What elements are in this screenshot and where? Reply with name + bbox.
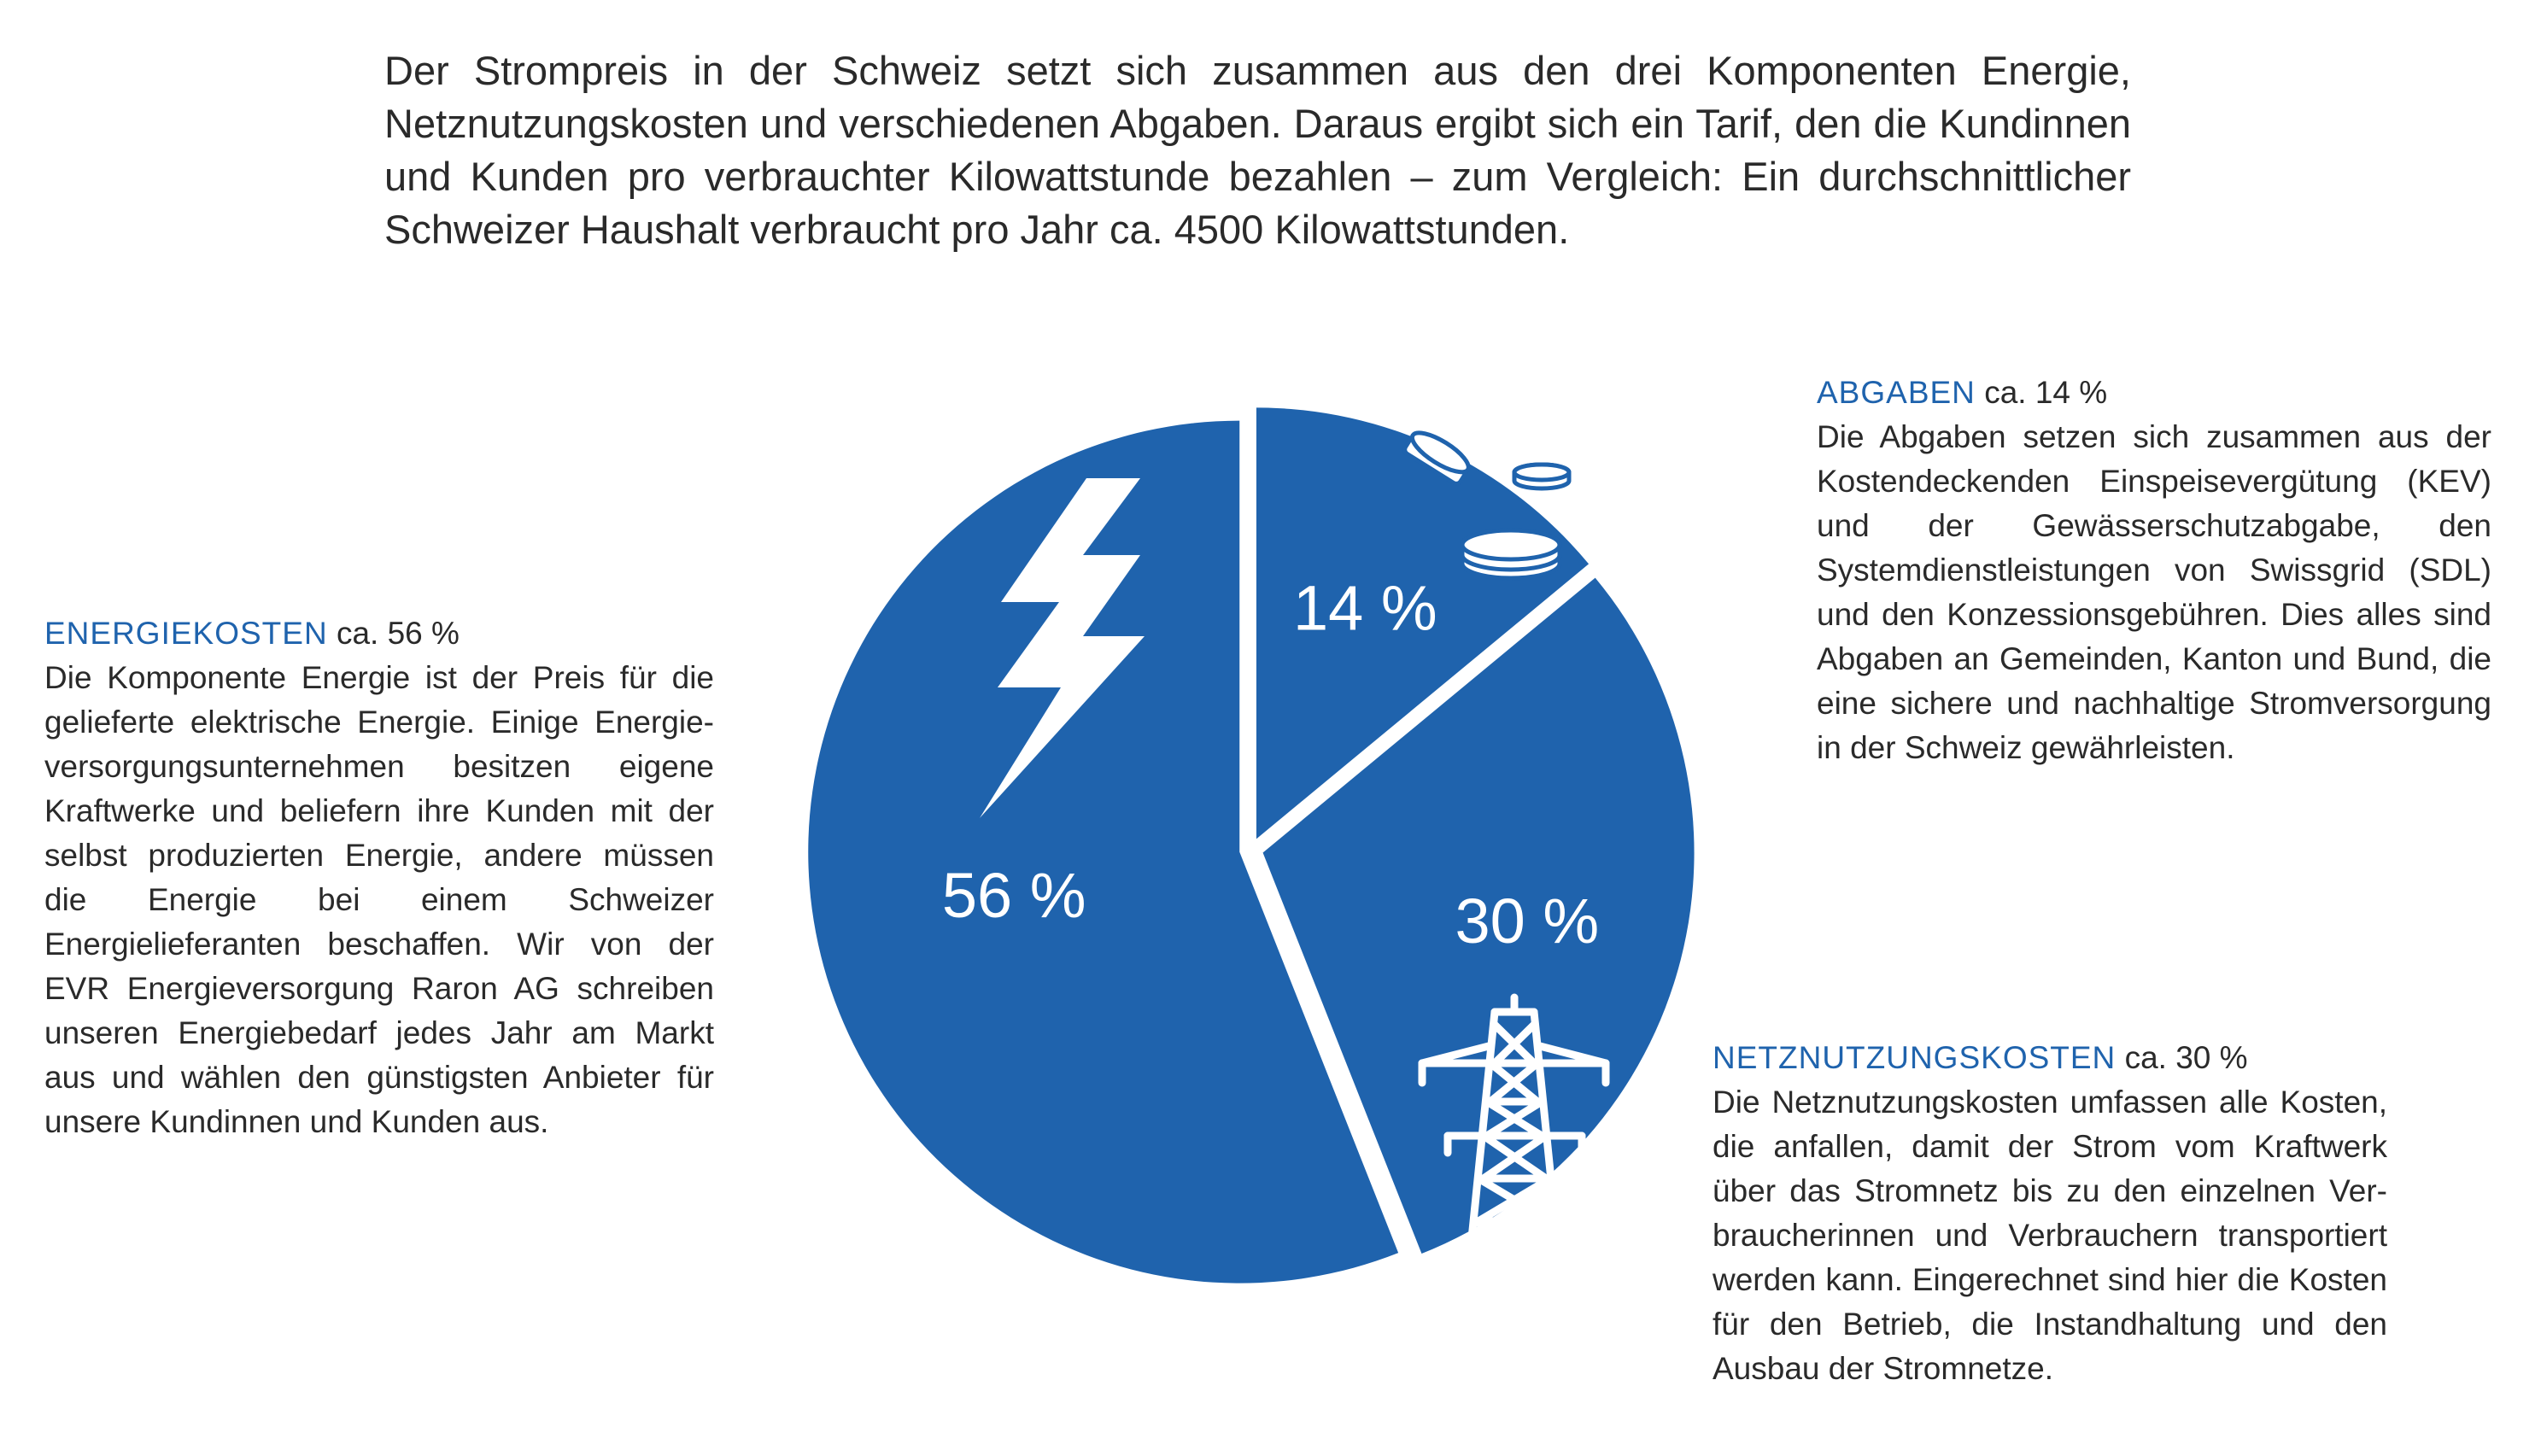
pie-slices <box>808 407 1694 1283</box>
abgaben-body: Die Abgaben setzen sich zusammen aus der Kostendeckenden Einspeisevergütung (KEV) und der Gewässerschutzabgabe, den Systemdienstleistungen von Swissgrid (SDL) und den Konzessionsgebühren. Dies alles sind Abgaben an Gemeinden, Kanton und Bund, die eine sichere und nachhaltige Stromversorgung in der Schweiz gewährleisten. <box>1817 419 2491 765</box>
pie-label-netznutzungskosten: 30 % <box>1455 885 1600 956</box>
energiekosten-share: ca. 56 % <box>336 616 460 651</box>
netznutzungskosten-body: Die Netznutzungskosten umfassen alle Kosten, die anfallen, damit der Strom vom Kraftwerk über das Stromnetz bis zu den einzelnen Verbraucherinnen und Verbrauchern transportiert werden kann. Eingerechnet sind hier die Kosten für den Betrieb, die Instandhaltung und den Ausbau der Stromnetze. <box>1713 1085 2387 1386</box>
abgaben-title: ABGABEN <box>1817 375 1976 410</box>
energiekosten-title: ENERGIEKOSTEN <box>44 616 328 651</box>
netznutzungskosten-title: NETZNUTZUNGSKOSTEN <box>1713 1040 2117 1075</box>
netznutzungskosten-share: ca. 30 % <box>2124 1040 2248 1075</box>
pie-label-energiekosten: 56 % <box>941 859 1086 931</box>
pie-label-abgaben: 14 % <box>1292 572 1437 644</box>
energiekosten-body: Die Komponente Energie ist der Preis für die gelieferte elektrische Energie. Einige Energieversorgungsunternehmen besitzen eigene Kraftwerke und beliefern ihre Kunden mit der selbst produzierten Energie, andere müssen die Energie bei einem Schweizer Energielieferanten beschaffen. Wir von der EVR Energieversorgung Raron AG schreiben unseren Energiebedarf jedes Jahr am Markt aus und wählen den günstigsten Anbieter für unsere Kundinnen und Kunden aus. <box>44 660 714 1139</box>
intro-text: Der Strompreis in der Schweiz setzt sich zusammen aus den drei Komponenten Energie, Netznutzungskosten und verschiedenen Abgaben. Daraus ergibt sich ein Tarif, den die Kundinnen und Kunden pro verbrauchter Kilowattstunde bezahlen – zum Vergleich: Ein durchschnittlicher Schweizer Haushalt verbraucht pro Jahr ca. 4500 Kilowattstunden. <box>384 48 2131 252</box>
abgaben-share: ca. 14 % <box>1984 375 2108 410</box>
